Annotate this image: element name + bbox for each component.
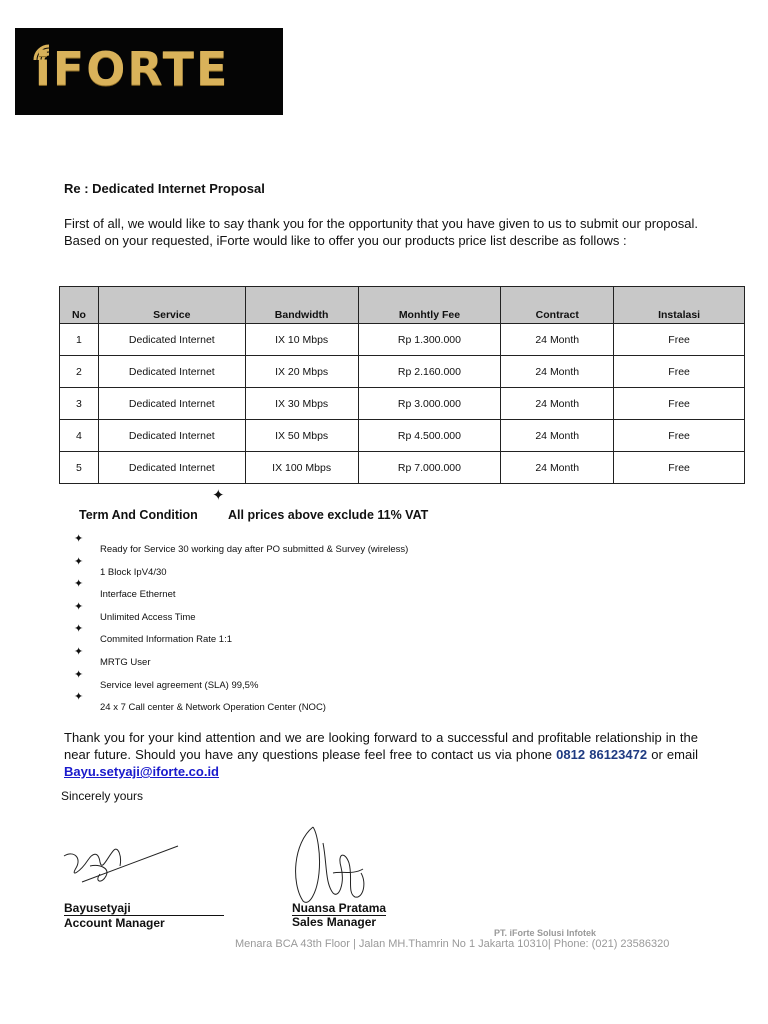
term-text: MRTG User bbox=[100, 656, 151, 668]
cell-contract: 24 Month bbox=[501, 356, 614, 388]
cell-instalasi: Free bbox=[614, 420, 745, 452]
signatory-sales-manager bbox=[292, 901, 386, 929]
signatory-name: Bayusetyaji bbox=[64, 901, 224, 916]
list-item bbox=[74, 691, 408, 717]
table-row bbox=[60, 324, 745, 356]
price-table bbox=[59, 286, 745, 484]
cell-contract: 24 Month bbox=[501, 388, 614, 420]
vat-note: All prices above exclude 11% VAT bbox=[228, 508, 429, 522]
cell-no: 2 bbox=[60, 356, 99, 388]
cell-monthly-fee: Rp 1.300.000 bbox=[358, 324, 501, 356]
closing-text-middle: or email bbox=[647, 747, 698, 762]
term-text: 24 x 7 Call center & Network Operation Center (NOC) bbox=[100, 702, 326, 714]
signatory-title: Sales Manager bbox=[292, 915, 377, 929]
cell-bandwidth: IX 30 Mbps bbox=[245, 388, 358, 420]
logo-text: iFORTE bbox=[35, 42, 230, 96]
cell-bandwidth: IX 20 Mbps bbox=[245, 356, 358, 388]
cell-contract: 24 Month bbox=[501, 420, 614, 452]
term-text: Service level agreement (SLA) 99,5% bbox=[100, 679, 259, 691]
table-row bbox=[60, 420, 745, 452]
list-item bbox=[74, 668, 408, 695]
table-header-row bbox=[60, 287, 745, 324]
header-bandwidth: Bandwidth bbox=[245, 287, 358, 324]
list-item bbox=[74, 600, 408, 627]
header-monthly-fee: Monhtly Fee bbox=[358, 287, 501, 324]
header-contract: Contract bbox=[501, 287, 614, 324]
cell-service: Dedicated Internet bbox=[98, 452, 245, 484]
cell-service: Dedicated Internet bbox=[98, 388, 245, 420]
cell-instalasi: Free bbox=[614, 356, 745, 388]
cell-bandwidth: IX 50 Mbps bbox=[245, 420, 358, 452]
cell-bandwidth: IX 10 Mbps bbox=[245, 324, 358, 356]
terms-title: Term And Condition bbox=[79, 508, 198, 522]
signatory-title: Account Manager bbox=[64, 916, 165, 930]
cell-service: Dedicated Internet bbox=[98, 420, 245, 452]
footer-company: PT. iForte Solusi Infotek bbox=[494, 928, 597, 938]
four-point-star-icon: ✦ bbox=[74, 555, 84, 568]
four-point-star-icon: ✦ bbox=[74, 691, 84, 704]
four-point-star-icon: ✦ bbox=[74, 645, 84, 658]
email-link[interactable]: Bayu.setyaji@iforte.co.id bbox=[64, 764, 219, 779]
cell-contract: 24 Month bbox=[501, 324, 614, 356]
header-instalasi: Instalasi bbox=[614, 287, 745, 324]
terms-list bbox=[74, 533, 409, 717]
term-text: Interface Ethernet bbox=[100, 589, 176, 601]
list-item bbox=[74, 623, 408, 649]
header-no: No bbox=[60, 287, 99, 324]
company-logo bbox=[15, 28, 283, 115]
table-row bbox=[60, 388, 745, 420]
signature-nuansa-pratama bbox=[283, 823, 373, 908]
cell-contract: 24 Month bbox=[501, 452, 614, 484]
four-point-star-icon: ✦ bbox=[74, 668, 84, 681]
cell-no: 4 bbox=[60, 420, 99, 452]
signatory-name: Nuansa Pratama bbox=[292, 901, 387, 915]
four-point-star-icon: ✦ bbox=[212, 487, 225, 504]
cell-instalasi: Free bbox=[614, 388, 745, 420]
closing-paragraph bbox=[64, 729, 698, 780]
cell-monthly-fee: Rp 3.000.000 bbox=[358, 388, 501, 420]
cell-service: Dedicated Internet bbox=[98, 324, 245, 356]
cell-monthly-fee: Rp 2.160.000 bbox=[358, 356, 501, 388]
intro-paragraph: First of all, we would like to say thank you for the opportunity that you have given to us to submit our proposal. Based on your requested, iForte would like to offer you our products price list describe as follows : bbox=[64, 216, 698, 248]
cell-instalasi: Free bbox=[614, 324, 745, 356]
table-row bbox=[60, 356, 745, 388]
cell-monthly-fee: Rp 7.000.000 bbox=[358, 452, 501, 484]
footer-address: Menara BCA 43th Floor | Jalan MH.Thamrin No 1 Jakarta 10310| Phone: (021) 23586320 bbox=[235, 938, 670, 950]
subject-line: Re : Dedicated Internet Proposal bbox=[64, 181, 265, 196]
four-point-star-icon: ✦ bbox=[74, 578, 84, 591]
cell-bandwidth: IX 100 Mbps bbox=[245, 452, 358, 484]
cell-no: 5 bbox=[60, 452, 99, 484]
term-text: Unlimited Access Time bbox=[100, 611, 196, 623]
four-point-star-icon: ✦ bbox=[74, 623, 84, 636]
list-item bbox=[74, 645, 408, 672]
list-item bbox=[74, 555, 408, 582]
signature-bayusetyaji bbox=[60, 836, 185, 896]
cell-no: 3 bbox=[60, 388, 99, 420]
closing-text: Thank you for your kind attention and we are looking forward to a successful and profitable relationship in the near future. Should you have any questions please feel free to contact us via phone bbox=[64, 730, 698, 762]
list-item bbox=[74, 533, 409, 559]
signatory-account-manager bbox=[64, 901, 224, 930]
term-text: Ready for Service 30 working day after PO submitted & Survey (wireless) bbox=[100, 544, 409, 555]
term-text: 1 Block IpV4/30 bbox=[100, 566, 167, 578]
phone-number: 0812 86123472 bbox=[556, 747, 648, 762]
cell-no: 1 bbox=[60, 324, 99, 356]
header-service: Service bbox=[98, 287, 245, 324]
table-row bbox=[60, 452, 745, 484]
cell-instalasi: Free bbox=[614, 452, 745, 484]
four-point-star-icon: ✦ bbox=[74, 600, 84, 613]
term-text: Commited Information Rate 1:1 bbox=[100, 634, 233, 646]
list-item bbox=[74, 578, 408, 604]
cell-service: Dedicated Internet bbox=[98, 356, 245, 388]
four-point-star-icon: ✦ bbox=[74, 533, 84, 545]
cell-monthly-fee: Rp 4.500.000 bbox=[358, 420, 501, 452]
sign-off: Sincerely yours bbox=[61, 789, 144, 803]
